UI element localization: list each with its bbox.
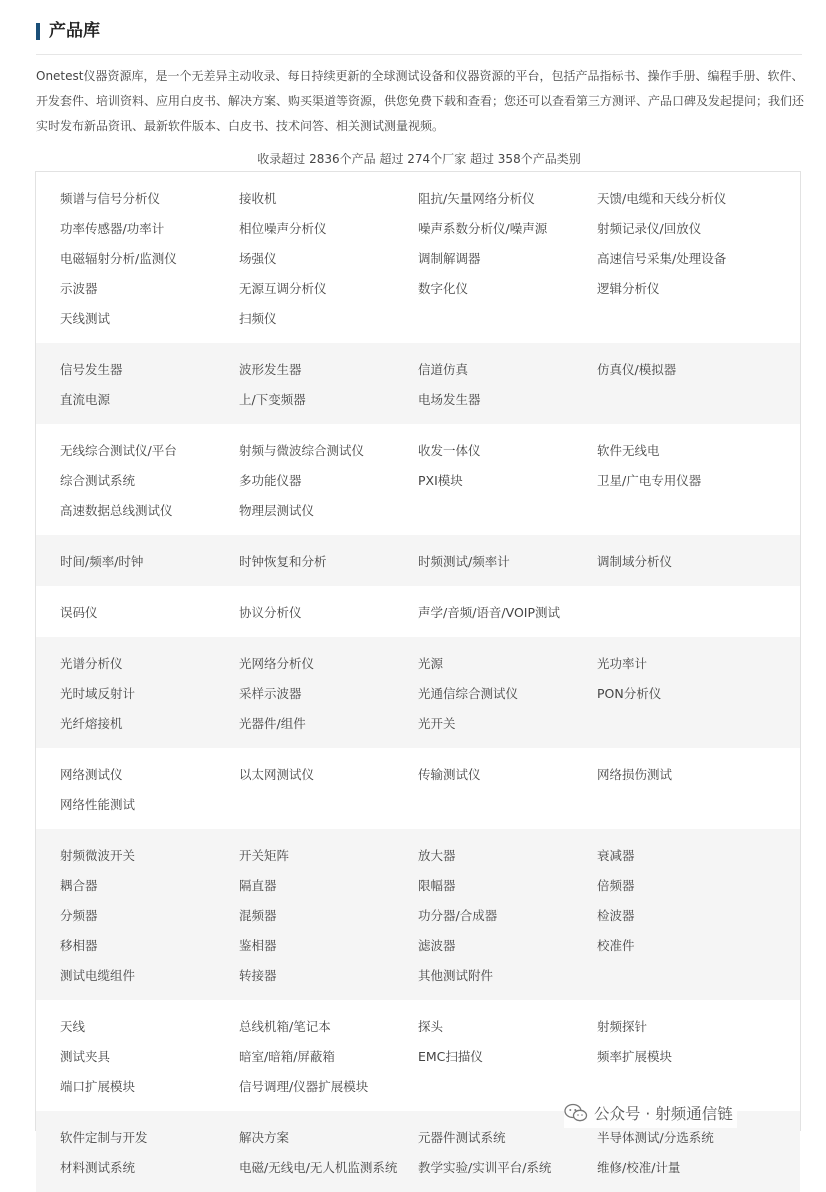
- category-link[interactable]: 天线测试: [60, 311, 111, 326]
- category-link[interactable]: 无源互调分析仪: [239, 281, 327, 296]
- category-link[interactable]: 时钟恢复和分析: [239, 554, 327, 569]
- category-link[interactable]: 光开关: [418, 716, 456, 731]
- intro-text: Onetest仪器资源库，是一个无差异主动收录、每日持续更新的全球测试设备和仪器资源的平台，包括产品指标书、操作手册、编程手册、软件、开发套件、培训资料、应用白皮书、解决方案、购买渠道等资源，供您免费下载和查看；您还可以查看第三方测评、产品口碑及发起提问；我们还实时发布新品资讯、最新软件版本、白皮书、技术问答、相关测试测量视频。: [36, 69, 805, 133]
- category-group: [36, 343, 800, 424]
- category-link[interactable]: 传输测试仪: [418, 767, 481, 782]
- category-group: [36, 1000, 800, 1111]
- category-link[interactable]: 阻抗/矢量网络分析仪: [418, 191, 535, 206]
- category-link[interactable]: 鉴相器: [239, 938, 277, 953]
- category-grid: [36, 1012, 800, 1102]
- category-grid: [36, 760, 800, 820]
- category-link[interactable]: 场强仪: [239, 251, 277, 266]
- category-link[interactable]: 协议分析仪: [239, 605, 302, 620]
- category-link[interactable]: 噪声系数分析仪/噪声源: [418, 221, 548, 236]
- category-grid: [36, 547, 800, 577]
- category-grid: [36, 355, 800, 415]
- category-link[interactable]: 电场发生器: [418, 392, 481, 407]
- category-link[interactable]: 功率传感器/功率计: [60, 221, 165, 236]
- wechat-icon: [564, 1103, 588, 1123]
- category-grid: [36, 184, 800, 334]
- category-link[interactable]: 光功率计: [597, 656, 648, 671]
- category-link[interactable]: 测试电缆组件: [60, 968, 136, 983]
- category-link[interactable]: 半导体测试/分选系统: [597, 1130, 714, 1145]
- category-link[interactable]: 校准件: [597, 938, 635, 953]
- category-link[interactable]: 射频与微波综合测试仪: [239, 443, 365, 458]
- page-title: 产品库: [49, 21, 100, 41]
- category-link[interactable]: 直流电源: [60, 392, 111, 407]
- category-link[interactable]: 移相器: [60, 938, 98, 953]
- category-group: [36, 637, 800, 748]
- category-link[interactable]: PXI模块: [418, 473, 463, 488]
- stats-summary: 收录超过 2836个产品 超过 274个厂家 超过 358个产品类别: [257, 152, 581, 166]
- category-link[interactable]: 逻辑分析仪: [597, 281, 660, 296]
- category-link[interactable]: 网络性能测试: [60, 797, 136, 812]
- category-link[interactable]: 光纤熔接机: [60, 716, 123, 731]
- category-link[interactable]: 开关矩阵: [239, 848, 290, 863]
- category-grid: [36, 598, 800, 628]
- category-link[interactable]: 放大器: [418, 848, 456, 863]
- category-link[interactable]: 光通信综合测试仪: [418, 686, 519, 701]
- category-link[interactable]: EMC扫描仪: [418, 1049, 483, 1064]
- category-link[interactable]: 天线: [60, 1019, 86, 1034]
- section-header: [36, 18, 802, 55]
- category-link[interactable]: 软件定制与开发: [60, 1130, 148, 1145]
- category-link[interactable]: 滤波器: [418, 938, 456, 953]
- category-link[interactable]: 调制解调器: [418, 251, 481, 266]
- category-link[interactable]: 数字化仪: [418, 281, 469, 296]
- category-link[interactable]: 测试夹具: [60, 1049, 111, 1064]
- category-link[interactable]: 信道仿真: [418, 362, 469, 377]
- category-link[interactable]: 光时域反射计: [60, 686, 136, 701]
- category-link[interactable]: 维修/校准/计量: [597, 1160, 681, 1175]
- header-accent-bar: [36, 23, 40, 40]
- category-link[interactable]: 频率扩展模块: [597, 1049, 673, 1064]
- category-link[interactable]: 功分器/合成器: [418, 908, 498, 923]
- category-link[interactable]: 示波器: [60, 281, 98, 296]
- category-link[interactable]: 收发一体仪: [418, 443, 481, 458]
- category-link[interactable]: 上/下变频器: [239, 392, 306, 407]
- category-link[interactable]: 时间/频率/时钟: [60, 554, 144, 569]
- category-link[interactable]: 光器件/组件: [239, 716, 306, 731]
- category-link[interactable]: 综合测试系统: [60, 473, 136, 488]
- category-link[interactable]: 信号调理/仪器扩展模块: [239, 1079, 369, 1094]
- category-link[interactable]: 暗室/暗箱/屏蔽箱: [239, 1049, 335, 1064]
- category-link[interactable]: 电磁/无线电/无人机监测系统: [239, 1160, 398, 1175]
- category-link[interactable]: 检波器: [597, 908, 635, 923]
- category-link[interactable]: 材料测试系统: [60, 1160, 136, 1175]
- category-link[interactable]: 射频微波开关: [60, 848, 136, 863]
- category-link[interactable]: 其他测试附件: [418, 968, 494, 983]
- watermark: [564, 1098, 737, 1128]
- category-link[interactable]: 分频器: [60, 908, 98, 923]
- category-link[interactable]: 误码仪: [60, 605, 98, 620]
- category-link[interactable]: 限幅器: [418, 878, 456, 893]
- category-link[interactable]: 隔直器: [239, 878, 277, 893]
- category-grid: [36, 1123, 800, 1183]
- category-link[interactable]: 倍频器: [597, 878, 635, 893]
- category-link[interactable]: 电磁辐射分析/监测仪: [60, 251, 177, 266]
- category-link[interactable]: 信号发生器: [60, 362, 123, 377]
- category-link[interactable]: 光网络分析仪: [239, 656, 315, 671]
- category-link[interactable]: 元器件测试系统: [418, 1130, 506, 1145]
- category-group: [36, 829, 800, 1000]
- category-link[interactable]: 无线综合测试仪/平台: [60, 443, 177, 458]
- category-link[interactable]: 高速信号采集/处理设备: [597, 251, 727, 266]
- category-link[interactable]: 教学实验/实训平台/系统: [418, 1160, 552, 1175]
- category-link[interactable]: 时频测试/频率计: [418, 554, 510, 569]
- category-link[interactable]: 频谱与信号分析仪: [60, 191, 161, 206]
- category-link[interactable]: 总线机箱/笔记本: [239, 1019, 331, 1034]
- category-link[interactable]: 衰减器: [597, 848, 635, 863]
- category-link[interactable]: 耦合器: [60, 878, 98, 893]
- category-link[interactable]: 卫星/广电专用仪器: [597, 473, 702, 488]
- category-link[interactable]: 射频探针: [597, 1019, 648, 1034]
- category-group: [36, 172, 800, 343]
- category-link[interactable]: 调制域分析仪: [597, 554, 673, 569]
- category-link[interactable]: 转接器: [239, 968, 277, 983]
- category-link[interactable]: 接收机: [239, 191, 277, 206]
- category-link[interactable]: 混频器: [239, 908, 277, 923]
- category-link[interactable]: 波形发生器: [239, 362, 302, 377]
- category-link[interactable]: 解决方案: [239, 1130, 290, 1145]
- category-link[interactable]: 声学/音频/语音/VOIP测试: [418, 605, 561, 620]
- category-group: [36, 535, 800, 586]
- category-grid: [36, 841, 800, 991]
- category-list: [35, 171, 801, 1175]
- category-group: [36, 586, 800, 637]
- category-link[interactable]: 射频记录仪/回放仪: [597, 221, 702, 236]
- category-grid: [36, 649, 800, 739]
- category-link[interactable]: 仿真仪/模拟器: [597, 362, 677, 377]
- watermark-text: 公众号 · 射频通信链: [594, 1105, 733, 1123]
- category-link[interactable]: 软件无线电: [597, 443, 660, 458]
- category-link[interactable]: 网络损伤测试: [597, 767, 673, 782]
- category-link[interactable]: 网络测试仪: [60, 767, 123, 782]
- category-group: [36, 424, 800, 535]
- category-link[interactable]: 光谱分析仪: [60, 656, 123, 671]
- category-group: [36, 748, 800, 829]
- category-link[interactable]: 探头: [418, 1019, 444, 1034]
- category-link[interactable]: PON分析仪: [597, 686, 662, 701]
- category-link[interactable]: 多功能仪器: [239, 473, 302, 488]
- category-grid: [36, 436, 800, 526]
- category-link[interactable]: 扫频仪: [239, 311, 277, 326]
- category-link[interactable]: 相位噪声分析仪: [239, 221, 327, 236]
- category-link[interactable]: 天馈/电缆和天线分析仪: [597, 191, 727, 206]
- category-link[interactable]: 采样示波器: [239, 686, 302, 701]
- category-link[interactable]: 端口扩展模块: [60, 1079, 136, 1094]
- category-link[interactable]: 高速数据总线测试仪: [60, 503, 173, 518]
- category-link[interactable]: 光源: [418, 656, 444, 671]
- category-link[interactable]: 物理层测试仪: [239, 503, 315, 518]
- category-link[interactable]: 以太网测试仪: [239, 767, 315, 782]
